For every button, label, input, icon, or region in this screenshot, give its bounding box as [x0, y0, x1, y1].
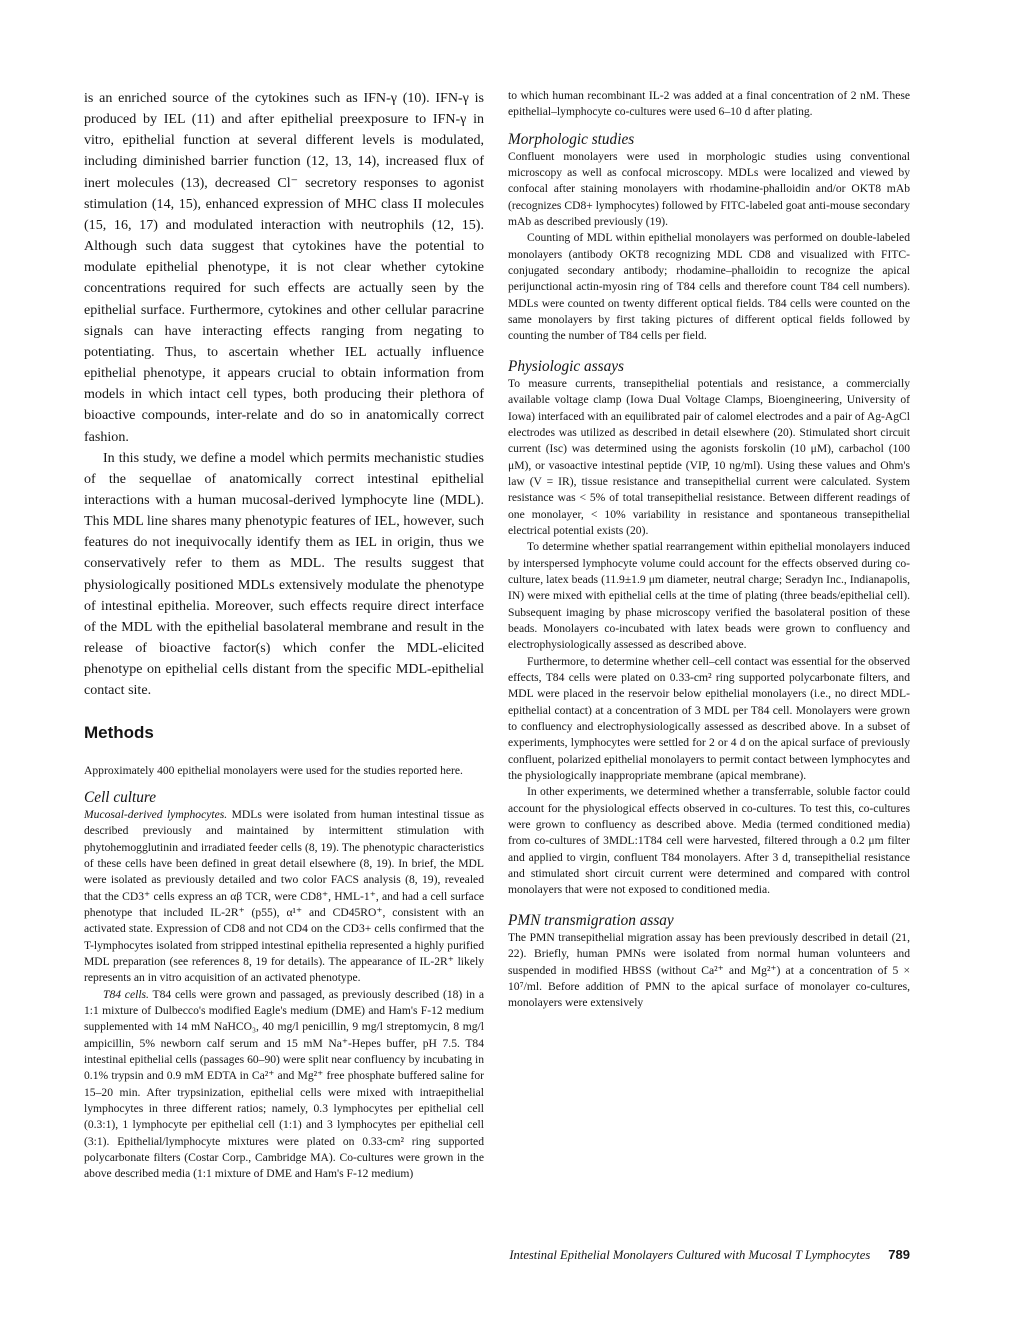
morphologic-paragraph-1: Confluent monolayers were used in morphologic studies using conventional microscopy as well as confocal microscopy. MDLs were localized and viewed by confocal after staining monolayers with rhodamine-phalloidin and/or OKT8 mAb (recognizes CD8+ lymphocytes) followed by FITC-labeled goat anti-mouse secondary mAb as described previously (19).: [508, 149, 910, 229]
physiologic-assays-heading: Physiologic assays: [508, 357, 624, 375]
intro-paragraph-2: In this study, we define a model which permits mechanistic studies of the sequellae of anatomically correct intestinal epithelial interactions with a human mucosal-derived lymphocyte line (MDL). This MDL line shares many phenotypic features of IEL, however, such features do not inequivocally identify them as IEL in origin, thus we conservatively refer to them as MDL. The results suggest that physiologically positioned MDLs extensively modulate the phenotype of intestinal epithelia. Moreover, such effects require direct interface of the MDL with the epithelial basolateral membrane and result in the release of bioactive factor(s) which confer the MDL-elicited phenotype on epithelial cells distant from the specific MDL-epithelial contact site.: [84, 449, 484, 699]
methods-paragraph: Approximately 400 epithelial monolayers were used for the studies reported here.: [84, 763, 463, 777]
morphologic-studies-heading: Morphologic studies: [508, 130, 635, 148]
t84-cells-paragraph: [84, 987, 484, 1183]
physiologic-paragraph-1: To measure currents, transepithelial potentials and resistance, a commercially available voltage clamp (Iowa Dual Voltage Clamps, Bioengineering, University of Iowa) interfaced with an equilibrated pair of calomel electrodes and a pair of Ag-AgCl electrodes was utilized as described in detail elsewhere (20). Stimulated short circuit current (Isc) was determined using the agonists forskolin (10 μM), carbachol (100 μM), or vasoactive intestinal peptide (VIP, 10 ng/ml). Using these values and Ohm's law (V = IR), tissue resistance and transepithelial current were calculated. System resistance was < 5% of total transepithelial resistance. Between different readings of one monolayer, < 10% variability in resistance and spontaneous transepithelial electrical potential exists (20).: [508, 376, 910, 537]
page-footer: [509, 1247, 910, 1263]
physiologic-paragraph-4: In other experiments, we determined whether a transferrable, soluble factor could account for the physiological effects observed in co-cultures. To test this, co-cultures were grown to confluency as described above. Media (termed conditioned media) from co-cultures of 3MDL:1T84 cell were harvested, filtered through a 0.2 μm filter and applied to virgin, confluent T84 monolayers. After 3 d, transepithelial resistance and stimulated short circuit current were determined and compared with control monolayers that were not exposed to conditioned media.: [508, 785, 910, 897]
running-title: Intestinal Epithelial Monolayers Cultured with Mucosal T Lymphocytes: [509, 1248, 871, 1262]
methods-heading: Methods: [84, 722, 154, 742]
pmn-paragraph: The PMN transepithelial migration assay has been previously described in detail (21, 22). Briefly, human PMNs were isolated from normal human volunteers and suspended in modified HBSS (without Ca²⁺ and Mg²⁺) at a concentration of 5 × 10⁷/ml. Before addition of PMN to the apical surface of monolayer co-cultures, monolayers were extensively: [508, 930, 910, 1010]
page-number: 789: [888, 1247, 910, 1262]
mucosal-lymphocytes-text: MDLs were isolated from human intestinal tissue as described previously and maintained by intermittent stimulation with phytohemogglutinin and irradiated feeder cells (8, 19). The phenotypic characteristics of these cells have been defined in great detail elsewhere (8, 19). In brief, the MDL were isolated as previously detailed and two color FACS analysis (8, 19), revealed that the CD3⁺ cells express an αβ TCR, were CD8⁺, HML-1⁺, and had a cell surface phenotype that included IL-2R⁺ (p55), α¹⁺ and CD45RO⁺, consistent with an activated state. Expression of CD8 and not CD4 on the CD3+ cells confirmed that the T-lymphocytes isolated from stripped intestinal epithelia represented a highly purified MDL preparation (see references 8, 19 for details). The appearance of IL-2R⁺ likely represents an in vitro acquisition of an activated phenotype.: [84, 807, 484, 985]
intro-paragraph-1: is an enriched source of the cytokines such as IFN-γ (10). IFN-γ is produced by IEL (11) and after epithelial preexposure to IFN-γ in vitro, epithelial function at several different levels is modulated, including diminished barrier function (12, 13, 14), increased flux of inert molecules (13), decreased Cl⁻ secretory responses to agonist stimulation (14, 15), enhanced expression of MHC class II molecules (15, 16, 17) and modulated interaction with neutrophils (12, 15). Although such data suggest that cytokines have the potential to modulate epithelial phenotype, it is not clear whether cytokine concentrations required for such effects are actually seen by the epithelial surface. Furthermore, cytokines and other cellular paracrine signals can have interacting effects ranging from negating to potentiating. Thus, to ascertain whether IEL actually influence epithelial phenotype, it appears crucial to obtain information from models in which intact cell types, both producing their plethora of bioactive compounds, inter-relate and do so in anatomically correct fashion.: [84, 90, 484, 445]
pmn-transmigration-heading: PMN transmigration assay: [508, 911, 674, 929]
physiologic-paragraph-3: Furthermore, to determine whether cell–cell contact was essential for the observed effects, T84 cells were plated on 0.33-cm² ring supported polycarbonate filters, and MDL were placed in the reservoir below epithelial monolayers (i.e., no direct MDL-epithelial contact) at a concentration of 3 MDL per T84 cell. Monolayers were grown to confluency and electrophysiologically assessed as described above. In a subset of experiments, lymphocytes were settled for 2 or 4 d on the apical surface of previously confluent, polarized epithelial monolayers to permit contact between lymphocytes and the physiologically inappropriate membrane (apical membrane).: [508, 654, 910, 783]
morphologic-paragraph-2: Counting of MDL within epithelial monolayers was performed on double-labeled monolayers (antibody OKT8 recognizing MDL CD8 and visualized with FITC-conjugated secondary antibody; rhodamine–phalloidin to recognize the apical perijunctional actin-myosin ring of T84 cells and therefore count T84 cell numbers). MDLs were counted on twenty different optical fields. T84 cells were counted on the same monolayers by first taking pictures of different optical fields followed by counting the number of T84 cells per field.: [508, 231, 910, 343]
physiologic-paragraph-2: To determine whether spatial rearrangement within epithelial monolayers induced by interspersed lymphocyte volume could account for the effects observed during co-culture, latex beads (11.9±1.9 μm diameter, neutral charge; Seradyn Inc., Indianapolis, IN) were mixed with epithelial cells at the time of plating (three beads/epithelial cell). Subsequent imaging by phase microscopy verified the basolateral position of these beads. Monolayers co-incubated with latex beads were grown to confluency and electrophysiologically assessed as described above.: [508, 540, 910, 652]
mucosal-lymphocytes-paragraph: [84, 807, 484, 987]
cell-culture-heading: Cell culture: [84, 788, 157, 806]
mucosal-lymphocytes-lead: Mucosal-derived lymphocytes.: [84, 807, 228, 821]
left-column: [84, 88, 484, 1183]
t84-cells-lead: T84 cells.: [103, 987, 149, 1001]
t84-cells-text: T84 cells were grown and passaged, as previously described (18) in a 1:1 mixture of Dulbecco's modified Eagle's medium (DME) and Ham's F-12 medium supplemented with 14 mM NaHCO₃, 40 mg/l penicillin, 9 mg/l streptomycin, 8 mg/l ampicillin, 5% newborn calf serum and 15 mM Na⁺-Hepes buffer, pH 7.5. T84 intestinal epithelial cells (passages 60–90) were split near confluency by incubating in 0.1% trypsin and 0.9 mM EDTA in Ca²⁺ and Mg²⁺ free phosphate buffered saline for 15–20 min. After trypsinization, epithelial cells were mixed with intraepithelial lymphocytes in three different ratios; namely, 0.3 lymphocytes per epithelial cell (0.3:1), 1 lymphocyte per epithelial cell (1:1) and 3 lymphocytes per epithelial cell (3:1). Epithelial/lymphocyte mixtures were plated on 0.33-cm² ring supported polycarbonate filters (Costar Corp., Cambridge MA). Co-cultures were grown in the above described media (1:1 mixture of DME and Ham's F-12 medium): [84, 987, 484, 1181]
continued-paragraph: to which human recombinant IL-2 was added at a final concentration of 2 nM. These epithelial–lymphocyte co-cultures were used 6–10 d after plating.: [508, 89, 910, 119]
right-column: [508, 88, 910, 1012]
